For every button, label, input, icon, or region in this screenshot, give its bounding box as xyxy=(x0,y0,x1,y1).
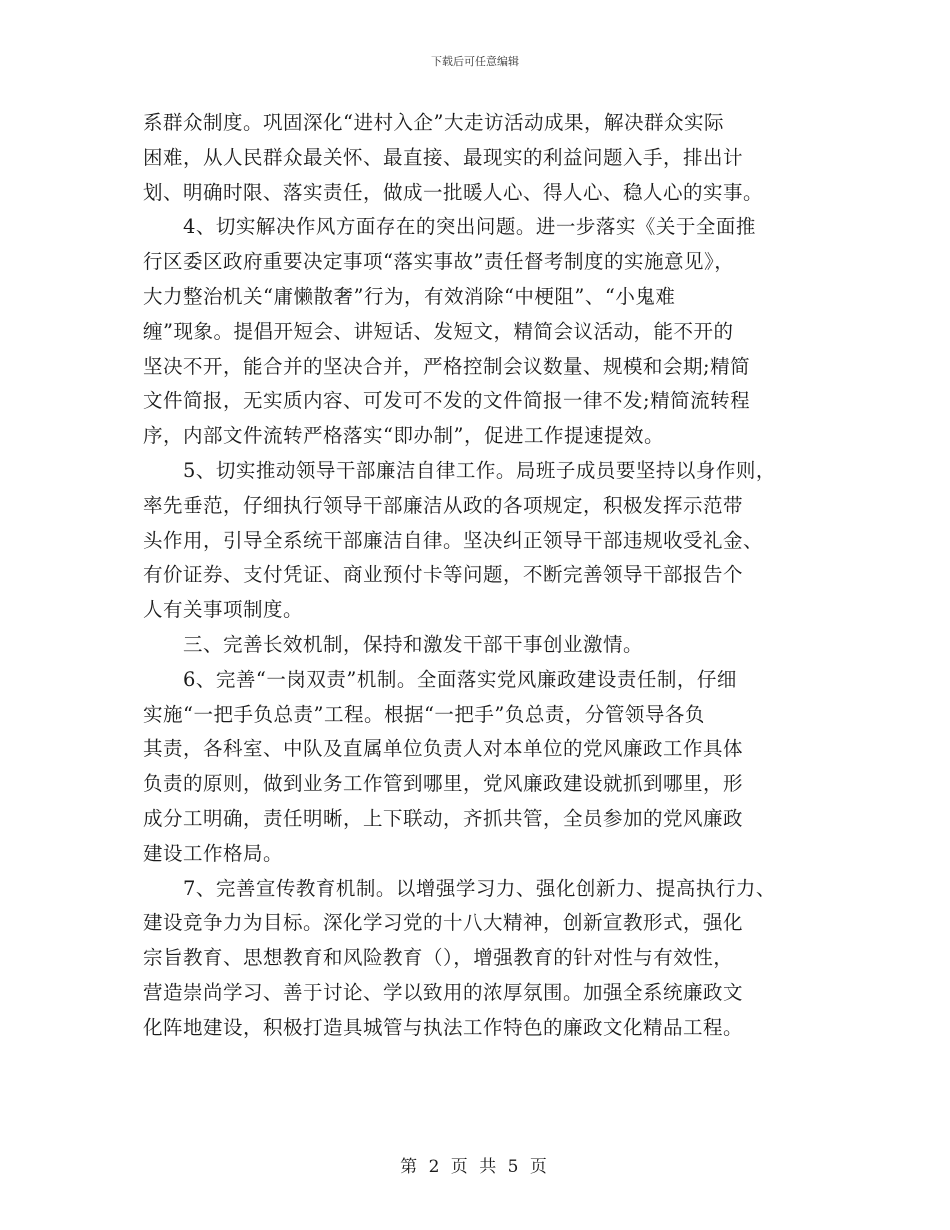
text-line: 序，内部文件流转严格落实“即办制”，促进工作提速提效。 xyxy=(143,424,664,448)
text-line: 划、明确时限、落实责任，做成一批暖人心、得人心、稳人心的实事。 xyxy=(143,180,764,204)
text-line: 困难，从人民群众最关怀、最直接、最现实的利益问题入手，排出计 xyxy=(143,145,744,169)
paragraph-4-start: 4、切实解决作风方面存在的突出问题。进一步落实《关于全面推 xyxy=(183,215,756,239)
page-header: 下载后可任意编辑 xyxy=(431,55,519,68)
text-line: 其责，各科室、中队及直属单位负责人对本单位的党风廉政工作具体 xyxy=(143,737,744,761)
text-line: 大力整治机关“庸懒散奢”行为，有效消除“中梗阻”、“小鬼难 xyxy=(143,284,676,308)
text-line: 行区委区政府重要决定事项“落实事故”责任督考制度的实施意见》， xyxy=(143,250,735,274)
text-line: 实施“一把手负总责”工程。根据“一把手”负总责，分管领导各负 xyxy=(143,702,705,726)
text-line: 营造崇尚学习、善于讨论、学以致用的浓厚氛围。加强全系统廉政文 xyxy=(143,980,744,1004)
text-line: 人有关事项制度。 xyxy=(143,598,304,622)
page-footer: 第 2 页 共 5 页 xyxy=(400,1157,550,1177)
section-heading: 三、完善长效机制，保持和激发干部干事创业激情。 xyxy=(183,632,644,656)
text-line: 化阵地建设，积极打造具城管与执法工作特色的廉政文化精品工程。 xyxy=(143,1015,744,1039)
text-line: 成分工明确，责任明晰，上下联动，齐抓共管，全员参加的党风廉政 xyxy=(143,806,744,830)
text-line: 建设竞争力为目标。深化学习党的十八大精神，创新宣教形式，强化 xyxy=(143,911,744,935)
text-line: 有价证券、支付凭证、商业预付卡等问题，不断完善领导干部报告个 xyxy=(143,563,744,587)
text-line: 坚决不开，能合并的坚决合并，严格控制会议数量、规模和会期;精简 xyxy=(143,354,751,378)
text-line: 系群众制度。巩固深化“进村入企”大走访活动成果，解决群众实际 xyxy=(143,111,724,134)
text-line: 负责的原则，做到业务工作管到哪里，党风廉政建设就抓到哪里，形 xyxy=(143,772,744,796)
text-line: 缠”现象。提倡开短会、讲短话、发短文，精简会议活动，能不开的 xyxy=(143,319,734,343)
paragraph-6-start: 6、完善“一岗双责”机制。全面落实党风廉政建设责任制，仔细 xyxy=(183,667,737,691)
paragraph-5-start: 5、切实推动领导干部廉洁自律工作。局班子成员要坚持以身作则， xyxy=(183,458,776,482)
text-line: 宗旨教育、思想教育和风险教育（），增强教育的针对性与有效性， xyxy=(143,946,734,970)
paragraph-7-start: 7、完善宣传教育机制。以增强学习力、强化创新力、提高执行力、 xyxy=(183,876,776,900)
text-line: 率先垂范，仔细执行领导干部廉洁从政的各项规定，积极发挥示范带 xyxy=(143,493,744,517)
text-line: 头作用，引导全系统干部廉洁自律。坚决纠正领导干部违规收受礼金、 xyxy=(143,528,764,552)
document-body xyxy=(143,106,823,1046)
text-line: 文件简报，无实质内容、可发可不发的文件简报一律不发;精简流转程 xyxy=(143,389,751,413)
text-line: 建设工作格局。 xyxy=(143,841,284,865)
